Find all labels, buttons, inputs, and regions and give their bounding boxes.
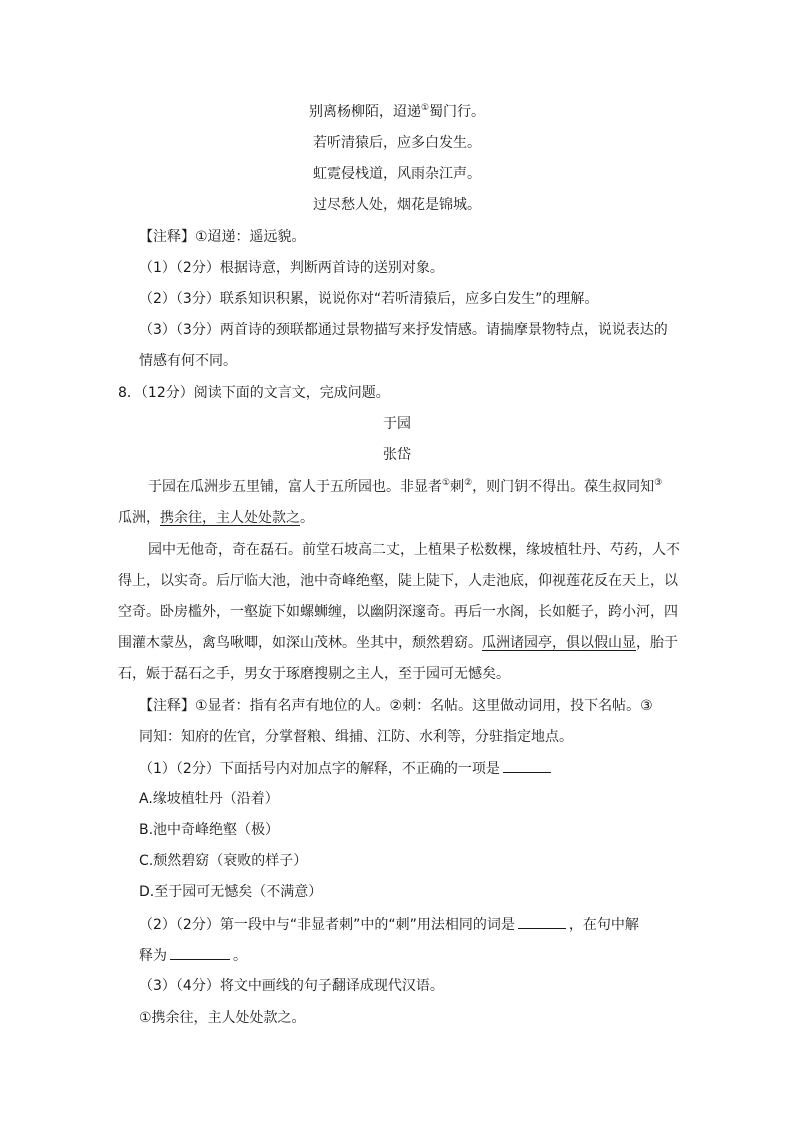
- sub-question-2-text-a: （2）（2分）第一段中与“非显者刺”中的“刺”用法相同的词是: [139, 917, 515, 933]
- passage-note-line-1: 【注释】①显者：指有名声有地位的人。②刺：名帖。这里做动词用，投下名帖。③: [139, 698, 653, 714]
- poem-line-4: 过尽愁人处，烟花是锦城。: [313, 197, 481, 213]
- poem-line-1-text-a: 别离杨柳陌，迢递: [308, 104, 421, 120]
- passage-p1-line-2: [118, 508, 314, 528]
- poem-question-2: （2）（3分）联系知识积累，说说你对“若听清猿后，应多白发生”的理解。: [139, 291, 599, 307]
- passage-p1-line-1: [148, 477, 662, 497]
- answer-blank[interactable]: [503, 758, 551, 773]
- poem-note: 【注释】①迢递：遥远貌。: [139, 229, 306, 245]
- passage-author: 张岱: [383, 447, 411, 463]
- passage-note-line-2: 同知：知府的佐官，分掌督粮、缉捕、江防、水利等，分驻指定地点。: [139, 729, 573, 745]
- question-8-header: 8．（12分）阅读下面的文言文，完成问题。: [118, 385, 390, 401]
- passage-p2-line-4: [118, 633, 678, 653]
- passage-p2-text-2: ，胎于: [636, 635, 678, 651]
- passage-p2-line-1: 园中无他奇，奇在磊石。前堂石坡高二丈，上植果子松数棵，缘坡植牡丹、芍药，人不: [148, 542, 680, 558]
- option-c: C.颓然碧窈（衰败的样子）: [139, 853, 308, 869]
- poem-question-1: （1）（2分）根据诗意，判断两首诗的送别对象。: [139, 260, 444, 276]
- footnote-marker: ①: [442, 478, 451, 488]
- poem-line-2: 若听清猿后，应多白发生。: [313, 135, 481, 151]
- sub-question-2-line-2: [139, 945, 247, 965]
- passage-p1-text-e: 。: [300, 510, 314, 526]
- answer-blank[interactable]: [170, 945, 230, 960]
- passage-p1-text-c: ，则门钥不得出。葆生叔同知: [472, 479, 655, 495]
- underlined-sentence-1: 携余往，主人处处款之: [160, 510, 300, 526]
- sub-question-1-text: （1）（2分）下面括号内对加点字的解释，不正确的一项是: [139, 761, 500, 777]
- underlined-sentence-2: 瓜洲诸园亭，俱以假山显: [482, 635, 636, 651]
- option-d: D.至于园可无憾矣（不满意）: [139, 884, 323, 900]
- sub-question-2-text-d: 。: [233, 948, 247, 964]
- footnote-marker: ①: [420, 103, 430, 113]
- sub-question-2-text-c: 释为: [139, 948, 167, 964]
- passage-p1-text-a: 于园在瓜洲步五里铺，富人于五所园也。非显者: [148, 479, 442, 495]
- sub-question-2-text-b: ，在句中解: [568, 917, 639, 933]
- answer-blank[interactable]: [518, 914, 566, 929]
- sub-question-3-item-1: ①携余往，主人处处款之。: [139, 1010, 306, 1026]
- passage-p2-line-5: 石，娠于磊石之手，男女于琢磨搜剔之主人，至于园可无憾矣。: [118, 666, 510, 682]
- passage-p2-text: 围灌木蒙丛，禽鸟啾唧，如深山茂林。坐其中，颓然碧窈。: [118, 635, 482, 651]
- passage-title: 于园: [383, 416, 411, 432]
- poem-question-3-line-2: 情感有何不同。: [139, 353, 237, 369]
- footnote-marker: ②: [464, 478, 473, 488]
- poem-line-3: 虹霓侵栈道，风雨杂江声。: [313, 166, 481, 182]
- option-a: A.缘坡植牡丹（沿着）: [139, 791, 279, 807]
- poem-line-1: [0, 102, 794, 122]
- option-b: B.池中奇峰绝壑（极）: [139, 822, 280, 838]
- passage-p1-text-d: 瓜洲，: [118, 510, 160, 526]
- passage-p1-text-b: 刺: [450, 479, 465, 495]
- sub-question-1: [139, 758, 554, 778]
- poem-question-3-line-1: （3）（3分）两首诗的颈联都通过景物描写来抒发情感。请揣摩景物特点，说说表达的: [139, 322, 668, 338]
- sub-question-3: （3）（4分）将文中画线的句子翻译成现代汉语。: [139, 978, 444, 994]
- sub-question-2-line-1: [139, 914, 639, 934]
- passage-p2-line-2: 得上，以实奇。后厅临大池，池中奇峰绝壑，陡上陡下，人走池底，仰视莲花反在天上，以: [118, 573, 678, 589]
- passage-p2-line-3: 空奇。卧房槛外，一壑旋下如螺蛳缠，以幽阴深邃奇。再后一水阁，长如艇子，跨小河，四: [118, 604, 678, 620]
- poem-line-1-text-b: 蜀门行。: [429, 104, 486, 120]
- footnote-marker: ③: [654, 478, 663, 488]
